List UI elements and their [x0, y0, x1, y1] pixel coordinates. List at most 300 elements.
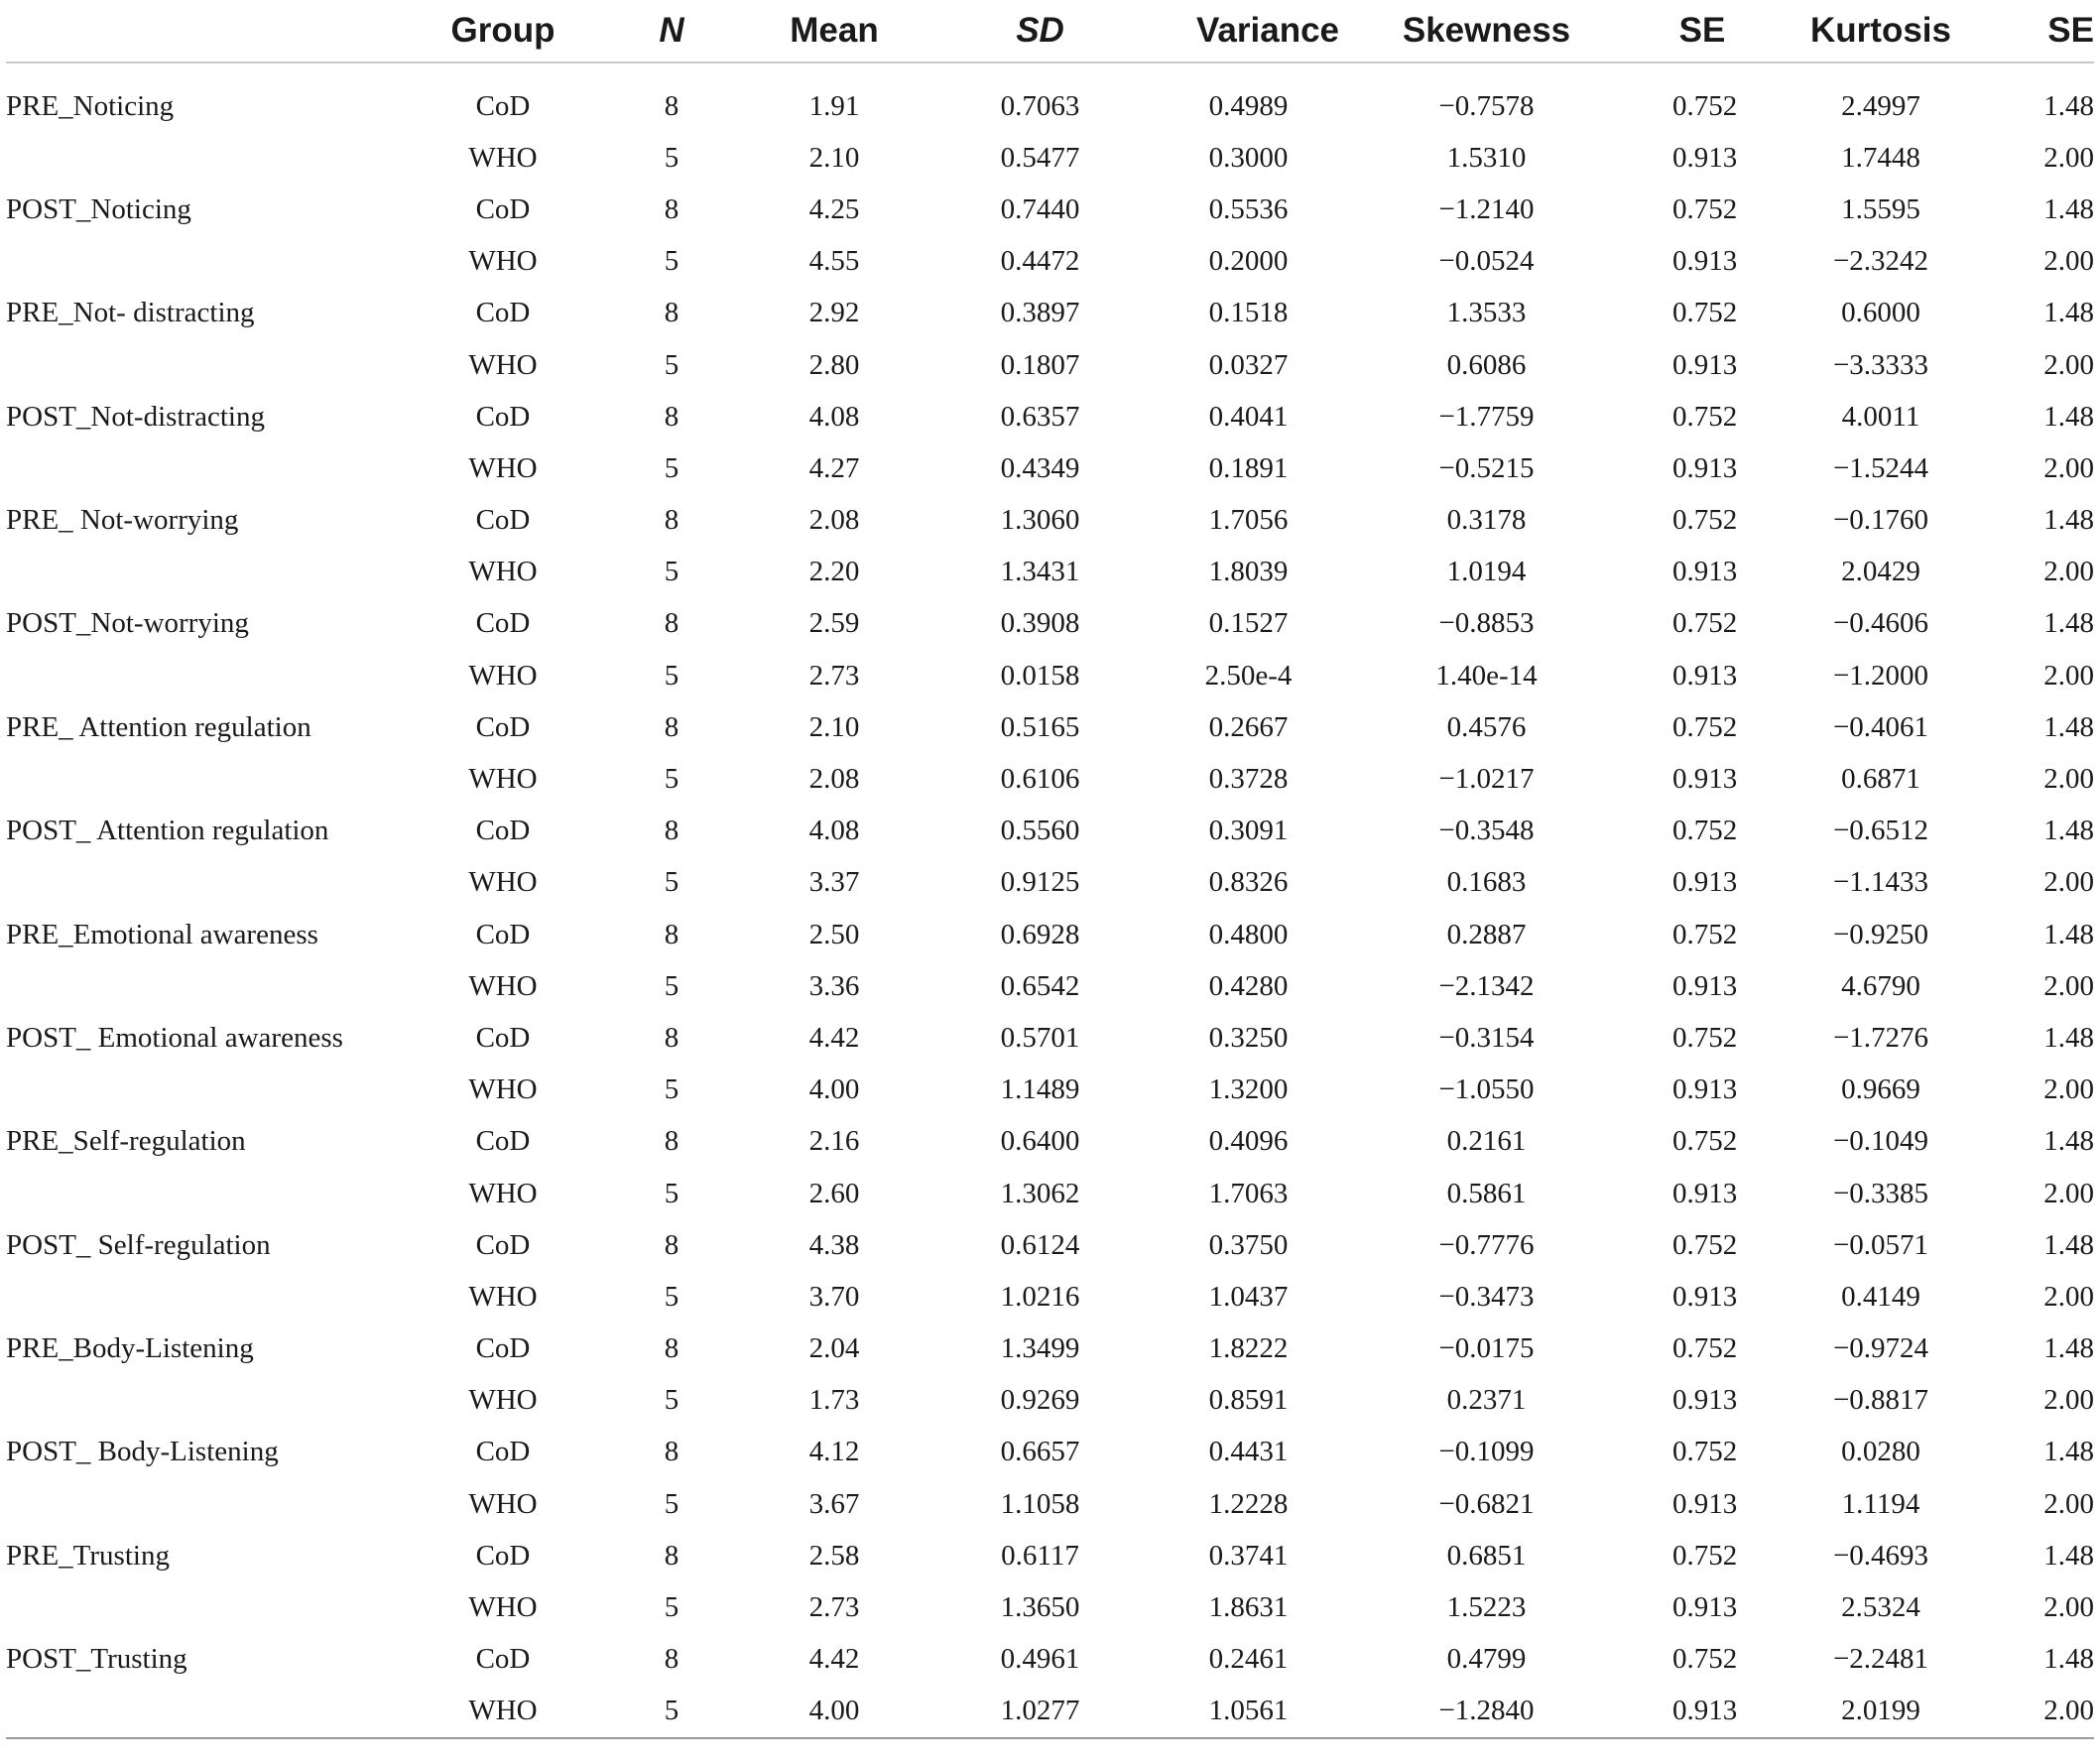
mean-cell: 2.10 — [808, 141, 860, 174]
kurtosis-cell: −0.4061 — [1832, 710, 1929, 743]
skewness-se-cell: 0.913 — [1672, 1177, 1738, 1209]
variable-cell — [6, 857, 447, 909]
table-row — [6, 1012, 2094, 1064]
group-cell: WHO — [468, 1177, 538, 1209]
variance-cell: 0.1527 — [1208, 607, 1289, 640]
variable-cell — [6, 1168, 447, 1219]
variance-cell: 0.8326 — [1208, 866, 1289, 899]
skewness-cell: −1.0550 — [1438, 1073, 1535, 1106]
sd-cell: 1.3060 — [1000, 504, 1080, 537]
sd-cell: 0.5560 — [1000, 815, 1080, 847]
mean-cell: 2.60 — [808, 1177, 860, 1209]
mean-cell: 4.08 — [808, 815, 860, 847]
n-cell: 5 — [664, 141, 679, 174]
kurtosis-cell: −1.2000 — [1832, 659, 1929, 692]
sd-cell: 0.9125 — [1000, 866, 1080, 899]
kurtosis-se-cell: 1.48 — [2043, 400, 2094, 433]
variable-cell — [6, 1271, 447, 1323]
table-row — [6, 960, 2094, 1012]
mean-cell: 4.12 — [808, 1436, 860, 1468]
variance-header: Variance — [1196, 0, 1300, 63]
skewness-se-cell: 0.752 — [1672, 504, 1738, 537]
mean-cell: 3.37 — [808, 866, 860, 899]
kurtosis-se-cell: 1.48 — [2043, 1539, 2094, 1572]
skewness-se-cell: 0.913 — [1672, 1686, 1732, 1738]
variable-cell — [6, 1581, 447, 1633]
variable-cell — [6, 547, 447, 598]
table-row — [6, 236, 2094, 288]
sd-cell: 0.6400 — [1000, 1125, 1080, 1158]
skewness-se-cell: 0.913 — [1672, 1487, 1738, 1520]
kurtosis-cell: 2.0199 — [1732, 1686, 2030, 1738]
table-row — [6, 1686, 2094, 1738]
kurtosis-cell: 4.6790 — [1841, 969, 1920, 1002]
variable-cell: PRE_Trusting — [6, 1539, 170, 1572]
variance-cell: 0.4989 — [1208, 89, 1289, 122]
n-cell: 5 — [664, 556, 679, 588]
table-row — [6, 63, 2094, 132]
skewness-se-cell: 0.913 — [1672, 659, 1738, 692]
mean-cell: 2.50 — [808, 918, 860, 950]
kurtosis-cell: −0.1760 — [1832, 504, 1929, 537]
skewness-se-cell: 0.913 — [1672, 141, 1738, 174]
table-row — [6, 753, 2094, 805]
kurtosis-se-cell: 2.00 — [2030, 1686, 2094, 1738]
kurtosis-cell: −3.3333 — [1832, 348, 1929, 381]
sd-cell: 1.3499 — [1000, 1332, 1080, 1365]
variance-cell: 1.0561 — [1196, 1686, 1300, 1738]
variance-cell: 0.4041 — [1208, 400, 1289, 433]
sd-cell: 1.0216 — [1000, 1280, 1080, 1313]
skewness-cell: 0.2161 — [1446, 1125, 1527, 1158]
sd-cell: 0.3908 — [1000, 607, 1080, 640]
descriptive-statistics-table — [6, 0, 2094, 1739]
skewness-se-cell: 0.752 — [1672, 815, 1738, 847]
kurtosis-se-cell: 1.48 — [2043, 1643, 2094, 1676]
mean-cell: 4.38 — [808, 1228, 860, 1261]
group-cell: WHO — [468, 348, 538, 381]
kurtosis-se-cell: 2.00 — [2043, 245, 2094, 278]
variable-cell: PRE_Emotional awareness — [6, 918, 318, 950]
skewness-cell: 0.6851 — [1446, 1539, 1527, 1572]
variance-cell: 0.3000 — [1208, 141, 1289, 174]
n-cell: 5 — [664, 348, 679, 381]
group-cell: WHO — [468, 556, 538, 588]
group-cell: CoD — [475, 89, 531, 122]
table-body — [6, 63, 2094, 1738]
variable-cell: POST_ Body-Listening — [6, 1436, 279, 1468]
table-row — [6, 650, 2094, 701]
sd-header: SD — [884, 0, 1196, 63]
mean-cell: 2.16 — [808, 1125, 860, 1158]
sd-cell: 0.5165 — [1000, 710, 1080, 743]
skewness-se-cell: 0.752 — [1672, 89, 1738, 122]
skewness-se-cell: 0.752 — [1672, 400, 1738, 433]
kurtosis-cell: −0.0571 — [1832, 1228, 1929, 1261]
group-cell: CoD — [475, 1643, 531, 1676]
skewness-se-header: SE — [1672, 0, 1732, 63]
table-row — [6, 442, 2094, 494]
variable-cell — [6, 339, 447, 391]
n-cell: 8 — [664, 1021, 679, 1054]
variance-cell: 1.3200 — [1208, 1073, 1289, 1106]
mean-cell: 3.36 — [808, 969, 860, 1002]
kurtosis-cell: −1.1433 — [1832, 866, 1929, 899]
table-header — [6, 0, 2094, 63]
group-cell: CoD — [475, 815, 531, 847]
mean-cell: 2.73 — [808, 659, 860, 692]
sd-cell: 1.3062 — [1000, 1177, 1080, 1209]
variable-cell: POST_ Emotional awareness — [6, 1021, 343, 1054]
group-cell: CoD — [475, 710, 531, 743]
kurtosis-se-cell: 1.48 — [2043, 918, 2094, 950]
mean-cell: 3.70 — [808, 1280, 860, 1313]
skewness-cell: −1.0217 — [1438, 763, 1535, 796]
skewness-se-cell: 0.752 — [1672, 710, 1738, 743]
n-cell: 5 — [664, 1177, 679, 1209]
kurtosis-cell: 4.0011 — [1841, 400, 1920, 433]
skewness-se-cell: 0.752 — [1672, 1539, 1738, 1572]
variable-cell — [6, 650, 447, 701]
kurtosis-cell: −0.4606 — [1832, 607, 1929, 640]
kurtosis-se-cell: 1.48 — [2043, 607, 2094, 640]
table-row — [6, 806, 2094, 857]
n-cell: 5 — [664, 451, 679, 484]
kurtosis-se-cell: 2.00 — [2043, 969, 2094, 1002]
skewness-cell: 0.3178 — [1446, 504, 1527, 537]
kurtosis-se-cell: 2.00 — [2043, 763, 2094, 796]
sd-cell: 1.1489 — [1000, 1073, 1080, 1106]
mean-cell: 4.00 — [808, 1073, 860, 1106]
table-row — [6, 495, 2094, 547]
variable-cell — [6, 753, 447, 805]
mean-cell: 2.58 — [808, 1539, 860, 1572]
sd-cell: 0.6124 — [1000, 1228, 1080, 1261]
variable-cell: POST_Noticing — [6, 192, 191, 225]
variance-cell: 0.1518 — [1208, 297, 1289, 329]
sd-cell: 0.4961 — [1000, 1643, 1080, 1676]
mean-cell: 4.42 — [808, 1021, 860, 1054]
group-cell: WHO — [468, 1384, 538, 1417]
skewness-se-cell: 0.913 — [1672, 1384, 1738, 1417]
variance-cell: 0.3728 — [1208, 763, 1289, 796]
group-cell: WHO — [468, 969, 538, 1002]
group-cell: WHO — [468, 451, 538, 484]
variance-cell: 0.2461 — [1208, 1643, 1289, 1676]
n-cell: 5 — [664, 1073, 679, 1106]
kurtosis-cell: 1.1194 — [1841, 1487, 1920, 1520]
skewness-cell: −1.7759 — [1438, 400, 1535, 433]
group-cell: WHO — [468, 245, 538, 278]
variance-cell: 0.4096 — [1208, 1125, 1289, 1158]
sd-cell: 0.4349 — [1000, 451, 1080, 484]
sd-cell: 0.6106 — [1000, 763, 1080, 796]
kurtosis-se-cell: 1.48 — [2043, 1125, 2094, 1158]
kurtosis-cell: −0.4693 — [1832, 1539, 1929, 1572]
group-cell: WHO — [468, 1591, 538, 1624]
sd-cell: 0.3897 — [1000, 297, 1080, 329]
variance-cell: 0.4280 — [1208, 969, 1289, 1002]
group-cell: CoD — [475, 607, 531, 640]
kurtosis-cell: 2.0429 — [1841, 556, 1920, 588]
kurtosis-cell: 0.6000 — [1841, 297, 1920, 329]
mean-cell: 2.04 — [808, 1332, 860, 1365]
kurtosis-se-cell: 1.48 — [2043, 1228, 2094, 1261]
n-cell: 8 — [664, 1643, 679, 1676]
kurtosis-cell: −0.6512 — [1832, 815, 1929, 847]
kurtosis-cell: −1.7276 — [1832, 1021, 1929, 1054]
skewness-se-cell: 0.913 — [1672, 451, 1738, 484]
variance-cell: 0.2000 — [1208, 245, 1289, 278]
group-cell: WHO — [468, 141, 538, 174]
group-cell: WHO — [468, 866, 538, 899]
n-header: N — [558, 0, 785, 63]
skewness-cell: 1.5310 — [1446, 141, 1527, 174]
n-cell: 5 — [664, 1487, 679, 1520]
mean-cell: 2.20 — [808, 556, 860, 588]
n-cell: 5 — [664, 1280, 679, 1313]
group-cell: CoD — [475, 918, 531, 950]
kurtosis-se-cell: 2.00 — [2043, 1177, 2094, 1209]
variable-cell: POST_Not-distracting — [6, 400, 265, 433]
kurtosis-se-cell: 2.00 — [2043, 866, 2094, 899]
sd-cell: 0.7440 — [1000, 192, 1080, 225]
n-cell: 8 — [664, 89, 679, 122]
kurtosis-se-cell: 2.00 — [2043, 556, 2094, 588]
kurtosis-cell: −0.1049 — [1832, 1125, 1929, 1158]
skewness-se-cell: 0.913 — [1672, 556, 1738, 588]
mean-cell: 2.08 — [808, 504, 860, 537]
kurtosis-se-cell: 1.48 — [2043, 1332, 2094, 1365]
table-row — [6, 547, 2094, 598]
mean-cell: 4.27 — [808, 451, 860, 484]
header-row — [6, 0, 2094, 63]
mean-header: Mean — [785, 0, 884, 63]
table-row — [6, 1323, 2094, 1375]
group-cell: CoD — [475, 504, 531, 537]
variable-cell — [6, 1375, 447, 1427]
sd-cell: 0.6542 — [1000, 969, 1080, 1002]
n-cell: 5 — [664, 1591, 679, 1624]
table-row — [6, 598, 2094, 650]
table-row — [6, 857, 2094, 909]
kurtosis-se-cell: 1.48 — [2043, 297, 2094, 329]
group-cell: WHO — [468, 1487, 538, 1520]
group-cell: CoD — [475, 1436, 531, 1468]
skewness-se-cell: 0.752 — [1672, 1125, 1738, 1158]
mean-cell: 2.08 — [808, 763, 860, 796]
variance-cell: 1.7063 — [1208, 1177, 1289, 1209]
skewness-cell: 1.3533 — [1446, 297, 1527, 329]
sd-cell: 1.0277 — [884, 1686, 1196, 1738]
n-cell: 8 — [664, 297, 679, 329]
kurtosis-cell: −0.9724 — [1832, 1332, 1929, 1365]
skewness-se-cell: 0.752 — [1672, 607, 1738, 640]
skewness-cell: 0.4799 — [1446, 1643, 1527, 1676]
skewness-se-cell: 0.913 — [1672, 1073, 1738, 1106]
sd-cell: 0.5701 — [1000, 1021, 1080, 1054]
table-row — [6, 1530, 2094, 1581]
skewness-se-cell: 0.913 — [1672, 969, 1738, 1002]
skewness-cell: −0.3473 — [1438, 1280, 1535, 1313]
variable-cell: POST_Not-worrying — [6, 607, 249, 640]
group-cell: CoD — [475, 192, 531, 225]
kurtosis-se-cell: 2.00 — [2043, 348, 2094, 381]
n-cell: 8 — [664, 1228, 679, 1261]
variance-cell: 0.3750 — [1208, 1228, 1289, 1261]
table-row — [6, 1634, 2094, 1686]
skewness-se-cell: 0.752 — [1672, 297, 1738, 329]
skewness-cell: 1.40e-14 — [1435, 659, 1538, 692]
kurtosis-cell: −0.8817 — [1832, 1384, 1929, 1417]
kurtosis-cell: −1.5244 — [1832, 451, 1929, 484]
skewness-se-cell: 0.752 — [1672, 1643, 1738, 1676]
n-cell: 8 — [664, 918, 679, 950]
kurtosis-cell: 2.5324 — [1841, 1591, 1920, 1624]
sd-cell: 0.5477 — [1000, 141, 1080, 174]
skewness-se-cell: 0.913 — [1672, 1280, 1738, 1313]
skewness-se-cell: 0.752 — [1672, 1332, 1738, 1365]
kurtosis-se-header: SE — [2030, 0, 2094, 63]
skewness-cell: 0.6086 — [1446, 348, 1527, 381]
mean-cell: 1.73 — [808, 1384, 860, 1417]
group-cell: WHO — [447, 1686, 558, 1738]
skewness-se-cell: 0.913 — [1672, 866, 1738, 899]
skewness-cell: −0.7578 — [1438, 89, 1535, 122]
skewness-cell: 1.5223 — [1446, 1591, 1527, 1624]
group-cell: WHO — [468, 659, 538, 692]
variance-cell: 0.8591 — [1208, 1384, 1289, 1417]
variable-cell: PRE_Not- distracting — [6, 297, 255, 329]
n-cell: 8 — [664, 1436, 679, 1468]
kurtosis-cell: 2.4997 — [1841, 89, 1920, 122]
variance-cell: 1.8039 — [1208, 556, 1289, 588]
variable-cell: POST_ Attention regulation — [6, 815, 329, 847]
skewness-se-cell: 0.752 — [1672, 192, 1738, 225]
sd-cell: 1.1058 — [1000, 1487, 1080, 1520]
variable-cell: POST_ Self-regulation — [6, 1228, 271, 1261]
skewness-se-cell: 0.752 — [1672, 1436, 1738, 1468]
group-cell: CoD — [475, 1332, 531, 1365]
table-row — [6, 288, 2094, 339]
kurtosis-cell: 1.5595 — [1841, 192, 1920, 225]
kurtosis-cell: 0.9669 — [1841, 1073, 1920, 1106]
table-row — [6, 1375, 2094, 1427]
n-cell: 8 — [664, 607, 679, 640]
group-cell: WHO — [468, 1073, 538, 1106]
mean-cell: 1.91 — [808, 89, 860, 122]
variable-cell — [6, 1478, 447, 1530]
table-row — [6, 339, 2094, 391]
table-row — [6, 1219, 2094, 1271]
table-row — [6, 701, 2094, 753]
group-cell: WHO — [468, 1280, 538, 1313]
skewness-cell: −0.6821 — [1438, 1487, 1535, 1520]
mean-cell: 2.92 — [808, 297, 860, 329]
skewness-header: Skewness — [1300, 0, 1672, 63]
variable-cell — [6, 442, 447, 494]
variance-cell: 2.50e-4 — [1204, 659, 1293, 692]
variance-cell: 0.4431 — [1208, 1436, 1289, 1468]
skewness-cell: −0.3548 — [1438, 815, 1535, 847]
n-cell: 5 — [664, 659, 679, 692]
sd-cell: 0.0158 — [1000, 659, 1080, 692]
kurtosis-se-cell: 1.48 — [2043, 504, 2094, 537]
kurtosis-se-cell: 1.48 — [2043, 1021, 2094, 1054]
n-cell: 8 — [664, 192, 679, 225]
mean-cell: 4.08 — [808, 400, 860, 433]
skewness-cell: −0.1099 — [1438, 1436, 1535, 1468]
sd-cell: 1.3431 — [1000, 556, 1080, 588]
kurtosis-se-cell: 1.48 — [2043, 815, 2094, 847]
skewness-cell: −0.3154 — [1438, 1021, 1535, 1054]
sd-cell: 0.6357 — [1000, 400, 1080, 433]
kurtosis-cell: 0.0280 — [1841, 1436, 1920, 1468]
kurtosis-se-cell: 2.00 — [2043, 1487, 2094, 1520]
mean-cell: 2.59 — [808, 607, 860, 640]
table-row — [6, 1168, 2094, 1219]
variable-cell: PRE_Self-regulation — [6, 1125, 246, 1158]
table-row — [6, 1116, 2094, 1168]
skewness-cell: −1.2840 — [1300, 1686, 1672, 1738]
kurtosis-se-cell: 2.00 — [2043, 1591, 2094, 1624]
skewness-cell: 0.2371 — [1446, 1384, 1527, 1417]
variance-cell: 0.5536 — [1208, 192, 1289, 225]
n-cell: 5 — [664, 969, 679, 1002]
skewness-cell: −0.5215 — [1438, 451, 1535, 484]
kurtosis-cell: 0.4149 — [1841, 1280, 1920, 1313]
kurtosis-cell: −2.2481 — [1832, 1643, 1929, 1676]
table-row — [6, 1271, 2094, 1323]
kurtosis-header: Kurtosis — [1732, 0, 2030, 63]
skewness-cell: 0.2887 — [1446, 918, 1527, 950]
skewness-cell: −0.8853 — [1438, 607, 1535, 640]
mean-cell: 4.42 — [808, 1643, 860, 1676]
table-row — [6, 1478, 2094, 1530]
variance-cell: 1.0437 — [1208, 1280, 1289, 1313]
n-cell: 8 — [664, 1125, 679, 1158]
sd-cell: 0.6928 — [1000, 918, 1080, 950]
table-row — [6, 391, 2094, 442]
n-cell: 5 — [664, 763, 679, 796]
skewness-se-cell: 0.752 — [1672, 1228, 1738, 1261]
variable-cell — [6, 1686, 447, 1738]
skewness-cell: −0.0175 — [1438, 1332, 1535, 1365]
variance-cell: 0.2667 — [1208, 710, 1289, 743]
n-cell: 8 — [664, 1539, 679, 1572]
kurtosis-se-cell: 1.48 — [2043, 192, 2094, 225]
variable-cell — [6, 236, 447, 288]
variance-cell: 1.8222 — [1208, 1332, 1289, 1365]
mean-cell: 2.73 — [808, 1591, 860, 1624]
skewness-cell: 0.4576 — [1446, 710, 1527, 743]
variance-cell: 1.2228 — [1208, 1487, 1289, 1520]
mean-cell: 3.67 — [808, 1487, 860, 1520]
variable-cell — [6, 132, 447, 184]
n-cell: 8 — [664, 815, 679, 847]
n-cell: 8 — [664, 400, 679, 433]
table-row — [6, 132, 2094, 184]
kurtosis-se-cell: 2.00 — [2043, 1280, 2094, 1313]
mean-cell: 2.80 — [808, 348, 860, 381]
variance-cell: 0.1891 — [1208, 451, 1289, 484]
table-row — [6, 184, 2094, 235]
variance-cell: 1.8631 — [1208, 1591, 1289, 1624]
group-cell: WHO — [468, 763, 538, 796]
n-cell: 5 — [664, 1384, 679, 1417]
kurtosis-se-cell: 2.00 — [2043, 1384, 2094, 1417]
skewness-cell: 0.5861 — [1446, 1177, 1527, 1209]
